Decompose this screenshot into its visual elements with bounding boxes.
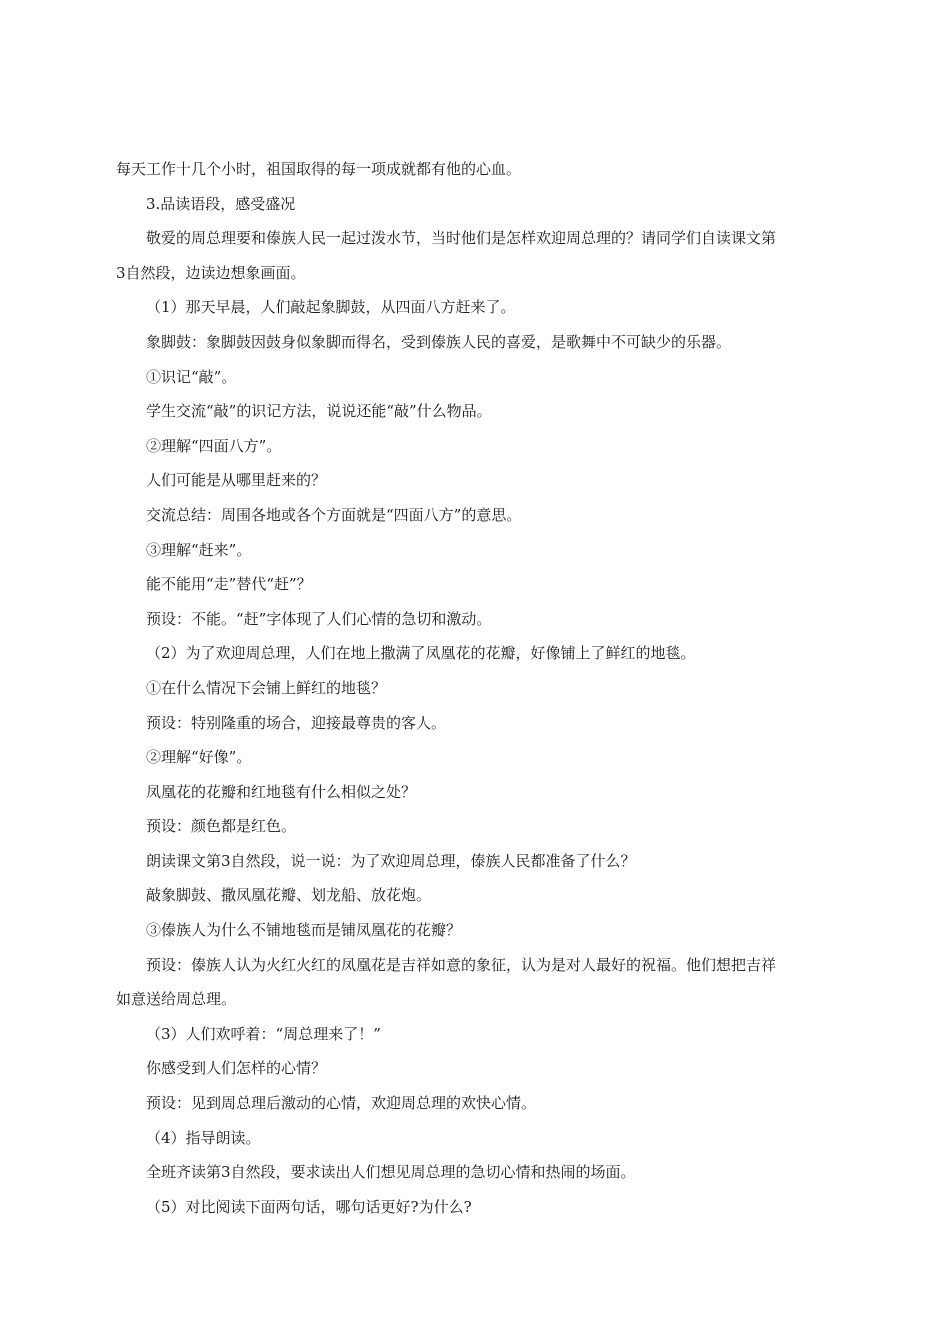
text-line: 预设：特别隆重的场合，迎接最尊贵的客人。: [146, 713, 447, 732]
text-line: 学生交流“敲”的识记方法，说说还能“敲”什么物品。: [146, 402, 492, 421]
text-line: ②理解“四面八方”。: [146, 436, 282, 455]
text-line: 敬爱的周总理要和傣族人民一起过泼水节，当时他们是怎样欢迎周总理的？请同学们自读课文第: [146, 229, 777, 248]
text-line: ①在什么情况下会铺上鲜红的地毯？: [146, 678, 387, 697]
text-line: 凤凰花的花瓣和红地毯有什么相似之处？: [146, 782, 417, 801]
text-line: 预设：颜色都是红色。: [146, 817, 297, 836]
text-line: （2）为了欢迎周总理，人们在地上撒满了凤凰花的花瓣，好像铺上了鲜红的地毯。: [146, 644, 696, 663]
text-line: 3.品读语段，感受盛况: [146, 194, 296, 213]
text-line: 交流总结：周围各地或各个方面就是“四面八方”的意思。: [146, 505, 522, 524]
text-line: ③理解“赶来”。: [146, 540, 252, 559]
text-line: 预设：傣族人认为火红火红的凤凰花是吉祥如意的象征，认为是对人最好的祝福。他们想把吉祥: [146, 955, 777, 974]
text-line: （5）对比阅读下面两句话，哪句话更好?为什么?: [146, 1197, 472, 1216]
text-line: ②理解“好像”。: [146, 748, 252, 767]
text-line: 敲象脚鼓、撒凤凰花瓣、划龙船、放花炮。: [146, 886, 432, 905]
text-line: 全班齐读第3自然段，要求读出人们想见周总理的急切心情和热闹的场面。: [146, 1163, 636, 1182]
text-line: （4）指导朗读。: [146, 1128, 261, 1147]
text-line: 如意送给周总理。: [116, 990, 237, 1009]
document-body: [116, 152, 860, 1224]
text-line: 你感受到人们怎样的心情？: [146, 1059, 327, 1078]
text-line: 象脚鼓：象脚鼓因鼓身似象脚而得名，受到傣族人民的喜爱，是歌舞中不可缺少的乐器。: [146, 332, 732, 351]
text-line: 能不能用“走”替代“赶”？: [146, 575, 312, 594]
text-line: 预设：见到周总理后激动的心情，欢迎周总理的欢快心情。: [146, 1094, 537, 1113]
text-line: ①识记“敲”。: [146, 367, 237, 386]
text-line: 预设：不能。“赶”字体现了人们心情的急切和激动。: [146, 609, 492, 628]
text-line: ③傣族人为什么不铺地毯而是铺凤凰花的花瓣？: [146, 921, 462, 940]
text-line: 3自然段，边读边想象画面。: [116, 263, 306, 282]
text-line: （3）人们欢呼着：“周总理来了！”: [146, 1024, 381, 1043]
text-line: 人们可能是从哪里赶来的？: [146, 471, 327, 490]
text-line: 朗读课文第3自然段，说一说：为了欢迎周总理，傣族人民都准备了什么？: [146, 851, 636, 870]
text-line: （1）那天早晨，人们敲起象脚鼓，从四面八方赶来了。: [146, 298, 516, 317]
text-line: 每天工作十几个小时，祖国取得的每一项成就都有他的心血。: [116, 160, 522, 178]
